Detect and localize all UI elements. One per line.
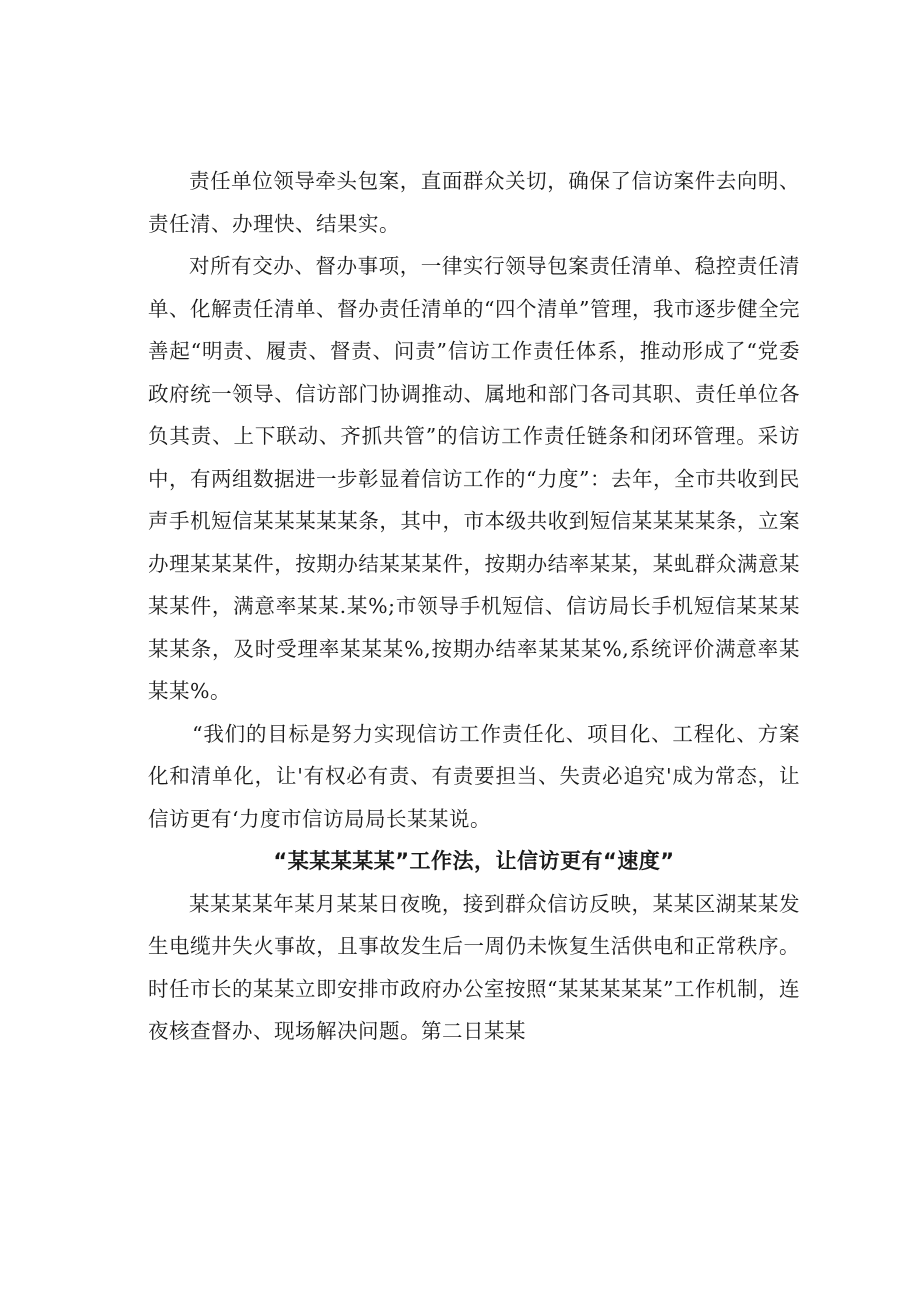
paragraph-4: 某某某某年某月某某日夜晚，接到群众信访反映，某某区湖某某发生电缆井失火事故，且事故发生后一周仍未恢复生活供电和正常秩序。时任市长的某某立即安排市政府办公室按照“某某某某某”工作机制，连夜核查督办、现场解决问题。第二日某某	[148, 891, 800, 1043]
section-heading: “某某某某某”工作法，让信访更有“速度”	[273, 849, 675, 873]
paragraph-2: 对所有交办、督办事项，一律实行领导包案责任清单、稳控责任清单、化解责任清单、督办责任清单的“四个清单”管理，我市逐步健全完善起“明责、履责、督责、问责”信访工作责任体系，推动形成了“党委政府统一领导、信访部门协调推动、属地和部门各司其职、责任单位各负其责、上下联动、齐抓共管”的信访工作责任链条和闭环管理。采访中，有两组数据进一步彰显着信访工作的“力度”：去年，全市共收到民声手机短信某某某某某条，其中，市本级共收到短信某某某某条，立案办理某某某件，按期办结某某某件，按期办结率某某，某虬群众满意某某某件，满意率某某.某%;市领导手机短信、信访局长手机短信某某某某某条，及时受理率某某某%,按期办结率某某某%,系统评价满意率某某某%。	[148, 254, 800, 703]
paragraph-3: “我们的目标是努力实现信访工作责任化、项目化、工程化、方案化和清单化，让'有权必有责、有责要担当、失责必追究'成为常态，让信访更有‘力度市信访局局长某某说。	[148, 721, 800, 831]
paragraph-1: 责任单位领导牵头包案，直面群众关切，确保了信访案件去向明、责任清、办理快、结果实。	[148, 169, 800, 236]
document-body	[148, 160, 800, 1053]
